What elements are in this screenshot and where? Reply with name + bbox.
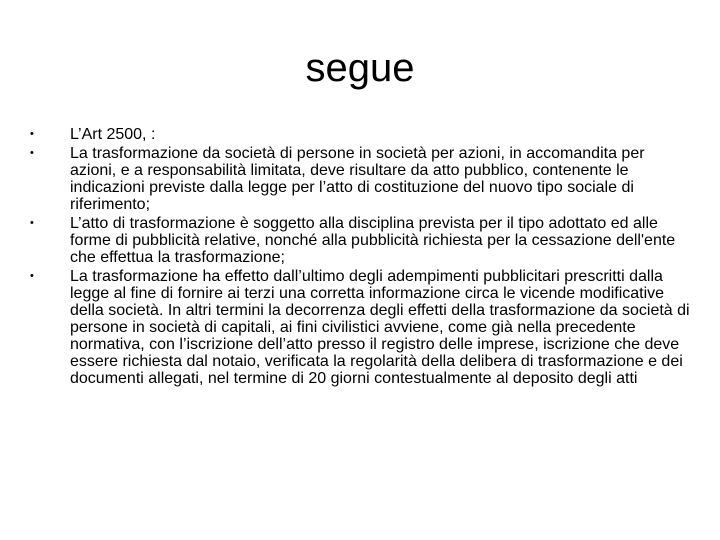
bullet-marker-icon: • xyxy=(30,270,34,282)
bullet-item xyxy=(30,215,690,266)
bullet-item xyxy=(30,268,690,387)
bullet-marker-icon: • xyxy=(30,217,34,229)
bullet-text: L’Art 2500, : xyxy=(70,126,156,143)
bullet-text: La trasformazione ha effetto dall’ultimo degli adempimenti pubblicitari prescritti dalla legge al fine di fornire ai terzi una corretta informazione circa le vicende modificative della società. In altri termini la decorrenza degli effetti della trasformazione da società di persone in società di capitali, ai fini civilistici avviene, come già nella precedente normativa, con l’iscrizione dell’atto presso il registro delle imprese, iscrizione che deve essere richiesta dal notaio, verificata la regolarità della delibera di trasformazione e dei documenti allegati, nel termine di 20 giorni contestualmente al deposito degli atti xyxy=(70,268,690,387)
bullet-text: La trasformazione da società di persone in società per azioni, in accomandita per azioni, e a responsabilità limitata, deve risultare da atto pubblico, contenente le indicazioni previste dalla legge per l’atto di costituzione del nuovo tipo sociale di riferimento; xyxy=(70,145,645,213)
bullet-marker-icon: • xyxy=(30,147,34,159)
bullet-list xyxy=(30,126,690,389)
bullet-marker-icon: • xyxy=(30,128,34,140)
bullet-item xyxy=(30,126,690,143)
bullet-item xyxy=(30,145,690,213)
slide-title: segue xyxy=(305,46,415,90)
bullet-text: L’atto di trasformazione è soggetto alla disciplina prevista per il tipo adottato ed alle forme di pubblicità relative, nonché alla pubblicità richiesta per la cessazione dell'ente che effettua la trasformazione; xyxy=(70,215,676,266)
